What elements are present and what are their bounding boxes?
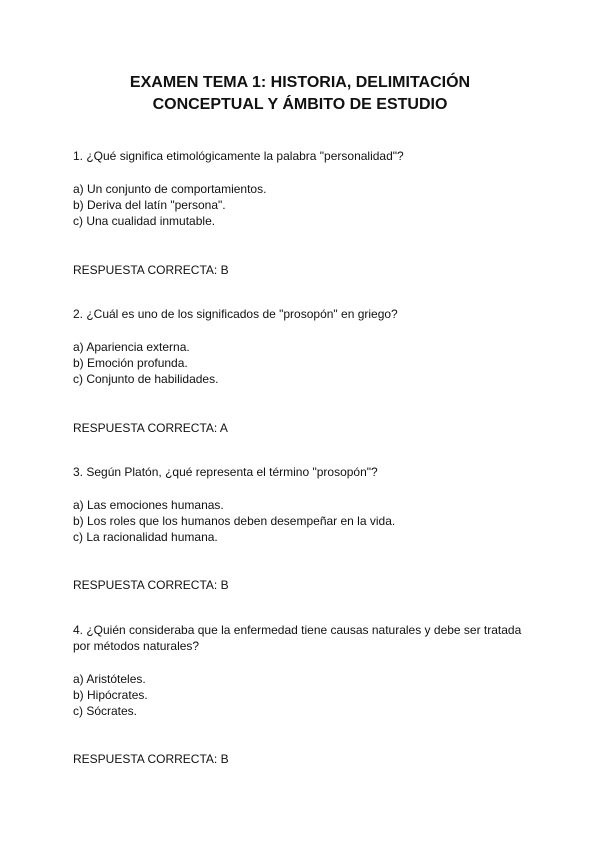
question-1-answer: RESPUESTA CORRECTA: B — [73, 263, 229, 277]
question-1-option-c: c) Una cualidad inmutable. — [73, 214, 216, 228]
question-4-option-b: b) Hipócrates. — [73, 688, 148, 702]
question-4-option-a: a) Aristóteles. — [73, 672, 146, 686]
question-4-text-line-1: 4. ¿Quién consideraba que la enfermedad tiene causas naturales y debe ser tratada — [73, 623, 522, 637]
question-3-text: 3. Según Platón, ¿qué representa el término "prosopón"? — [73, 465, 378, 479]
question-3-answer: RESPUESTA CORRECTA: B — [73, 578, 229, 592]
document-title-line-1: EXAMEN TEMA 1: HISTORIA, DELIMITACIÓN — [129, 74, 471, 91]
question-3-option-b: b) Los roles que los humanos deben desempeñar en la vida. — [73, 514, 396, 528]
question-1-option-a: a) Un conjunto de comportamientos. — [73, 182, 267, 196]
question-2-text: 2. ¿Cuál es uno de los significados de "prosopón" en griego? — [73, 307, 398, 321]
question-4-text-line-2: por métodos naturales? — [73, 639, 200, 653]
question-3-option-a: a) Las emociones humanas. — [73, 498, 224, 512]
question-3-option-c: c) La racionalidad humana. — [73, 530, 218, 544]
question-4-option-c: c) Sócrates. — [73, 704, 138, 718]
question-1-option-b: b) Deriva del latín "persona". — [73, 198, 226, 212]
question-2-option-a: a) Apariencia externa. — [73, 340, 190, 354]
document-title-line-2: CONCEPTUAL Y ÁMBITO DE ESTUDIO — [152, 96, 448, 113]
question-1-text: 1. ¿Qué significa etimológicamente la palabra "personalidad"? — [73, 149, 404, 163]
question-2-option-c: c) Conjunto de habilidades. — [73, 372, 219, 386]
question-4-answer: RESPUESTA CORRECTA: B — [73, 752, 229, 766]
question-2-answer: RESPUESTA CORRECTA: A — [73, 421, 228, 435]
question-2-option-b: b) Emoción profunda. — [73, 356, 188, 370]
